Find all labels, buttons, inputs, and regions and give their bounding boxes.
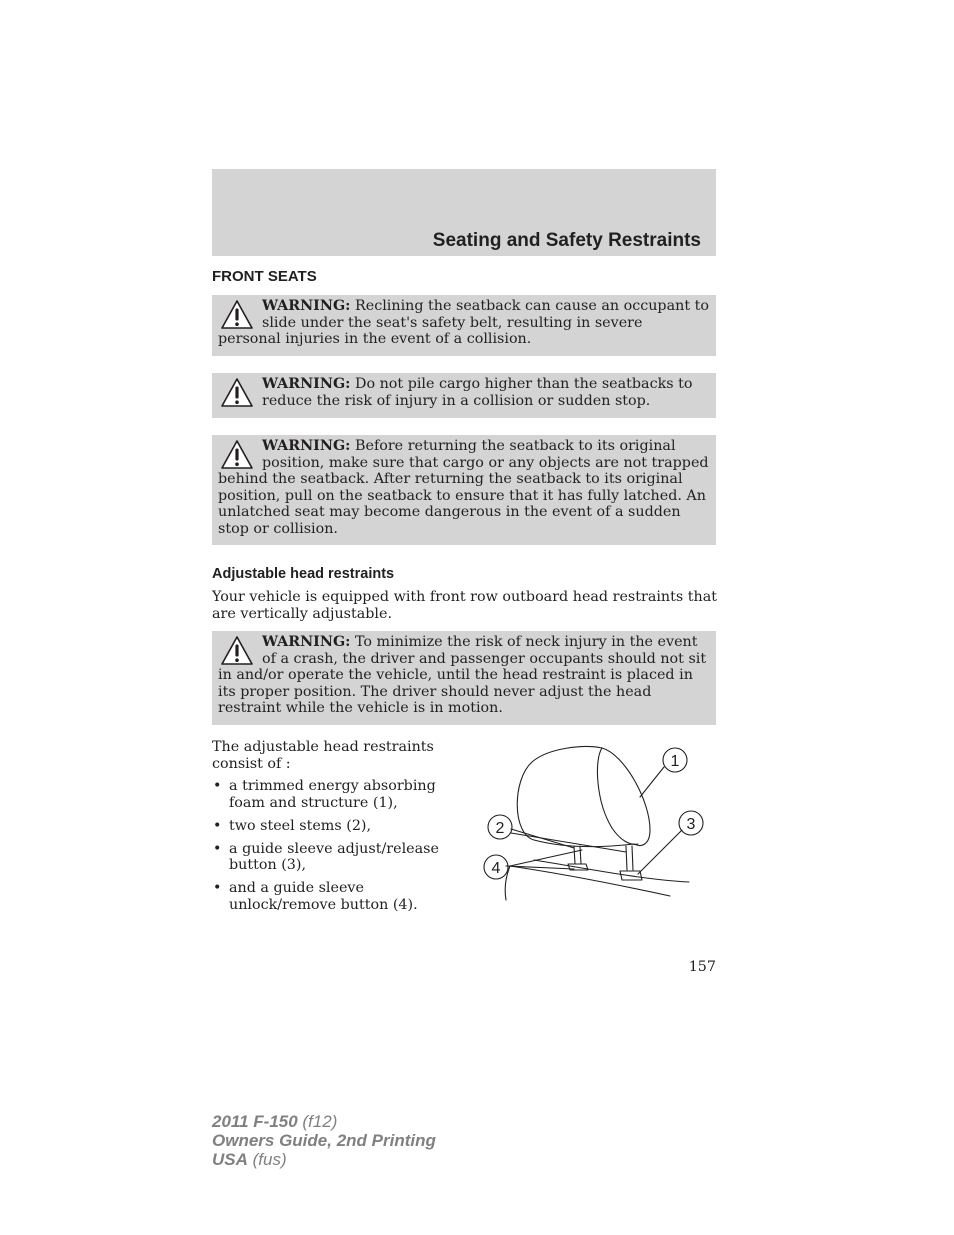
warning-text: Reclining the seatback can cause an occupant to slide under the seat's safety belt, resulting in severe personal injuries in the event of a collision. [218, 298, 709, 347]
warning-triangle-icon [220, 377, 254, 408]
callout-1-label: 1 [670, 753, 680, 770]
callout-4-label: 4 [491, 860, 501, 877]
page-number: 157 [688, 959, 716, 975]
warning-box [212, 373, 716, 418]
warning-triangle-icon [220, 635, 254, 666]
subsection-heading: Adjustable head restraints [212, 566, 395, 582]
footer-market-code: (fus) [247, 1150, 287, 1169]
warning-label: WARNING: [262, 438, 351, 454]
footer-model-code: (f12) [297, 1112, 338, 1131]
warning-label: WARNING: [262, 634, 351, 650]
footer-market: USA [212, 1150, 248, 1169]
list-item: • a guide sleeve adjust/release button (3), [212, 841, 472, 874]
footer-line-2: Owners Guide, 2nd Printing [212, 1131, 436, 1150]
callout-3-label: 3 [686, 816, 696, 833]
warning-text: Before returning the seatback to its original position, make sure that cargo or any objects are not trapped behind the seatback. After returning the seatback to its original position, pull on the seatback to ensure that it has fully latched. An unlatched seat may become dangerous in the event of a sudden stop or collision. [218, 438, 709, 537]
page-title: Seating and Safety Restraints [432, 230, 701, 251]
warning-label: WARNING: [262, 298, 351, 314]
warning-triangle-icon [220, 439, 254, 470]
head-restraint-illustration [474, 740, 710, 906]
footer-line-3 [212, 1150, 436, 1169]
list-item: • two steel stems (2), [212, 818, 472, 835]
section-heading: FRONT SEATS [212, 268, 317, 285]
footer [212, 1112, 436, 1169]
components-intro: The adjustable head restraints consist of : [212, 739, 434, 772]
warning-label: WARNING: [262, 376, 351, 392]
section-header-band [212, 169, 716, 256]
footer-line-1 [212, 1112, 436, 1131]
warning-box [212, 435, 716, 545]
warning-text: To minimize the risk of neck injury in the event of a crash, the driver and passenger occupants should not sit in and/or operate the vehicle, until the head restraint is placed in its proper position. The driver should never adjust the head restraint while the vehicle is in motion. [218, 634, 707, 716]
warning-box [212, 631, 716, 725]
components-list [212, 778, 472, 920]
warning-triangle-icon [220, 299, 254, 330]
intro-paragraph: Your vehicle is equipped with front row outboard head restraints that are vertically adjustable. [212, 589, 717, 622]
footer-model: 2011 F-150 [212, 1112, 298, 1131]
list-item: • and a guide sleeve unlock/remove button (4). [212, 880, 472, 913]
warning-box [212, 295, 716, 356]
list-item: • a trimmed energy absorbing foam and structure (1), [212, 778, 472, 811]
warning-text: Do not pile cargo higher than the seatbacks to reduce the risk of injury in a collision or sudden stop. [262, 376, 693, 409]
callout-2-label: 2 [495, 820, 505, 837]
